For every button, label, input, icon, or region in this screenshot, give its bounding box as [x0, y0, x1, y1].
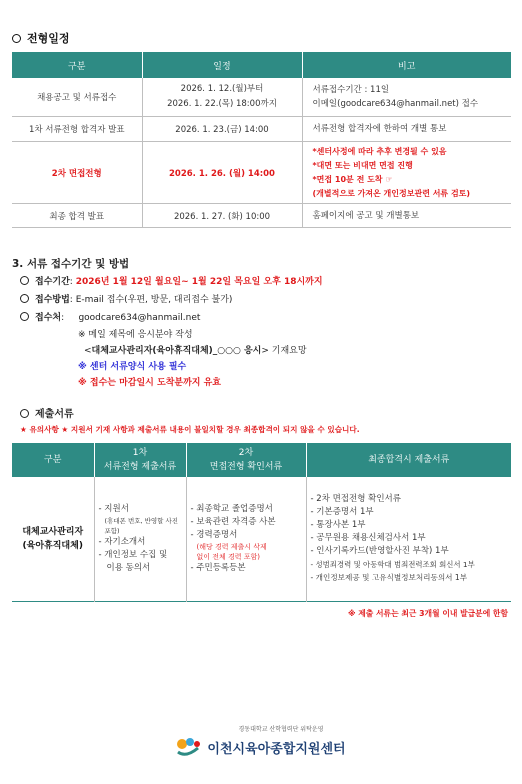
docs-row	[12, 477, 511, 601]
method-label: 접수방법	[35, 295, 70, 305]
schedule-title-text: 전형일정	[27, 32, 70, 45]
final-docs-list	[311, 493, 508, 584]
docs-category-line: (육아휴직대체)	[22, 540, 83, 551]
schedule-note	[302, 78, 511, 117]
circle-bullet-icon	[20, 294, 29, 303]
docs-section-title	[20, 405, 74, 420]
place-email: goodcare634@hanmail.net	[78, 313, 201, 323]
list-item: - 2차 면접전형 확인서류	[310, 494, 401, 505]
docs-header-category: 구분	[12, 443, 94, 477]
list-item: - 성범죄경력 및 아동학대 범죄전력조회 회신서 1부	[310, 560, 475, 570]
schedule-row	[12, 142, 511, 204]
documents-table	[12, 443, 511, 602]
circle-bullet-icon	[20, 409, 29, 418]
format-suffix: > 기재요망	[261, 346, 307, 356]
schedule-date-line: 2026. 1. 12.(월)부터	[180, 83, 264, 94]
list-item: 이용 동의서	[106, 562, 151, 573]
mail-subject-note: ※ 메일 제목에 응시분야 작성	[78, 330, 193, 340]
docs-warning: ★ 유의사항 ★ 지원서 기재 사항과 제출서류 내용이 불일치할 경우 최종합격이 되지 않을 수 있습니다.	[20, 425, 360, 434]
circle-bullet-icon	[20, 276, 29, 285]
docs-first-cell	[94, 477, 186, 601]
docs-second-cell	[186, 477, 306, 601]
footer-center-name: 이천시육아종합지원센터	[207, 741, 346, 757]
schedule-date: 2026. 1. 26. (월) 14:00	[142, 142, 302, 204]
schedule-category: 최종 합격 발표	[12, 204, 142, 228]
schedule-note: 홈페이지에 공고 및 개별통보	[302, 204, 511, 228]
docs-category	[12, 477, 94, 601]
list-item	[191, 542, 302, 552]
schedule-note	[302, 142, 511, 204]
list-item: - 공무원용 채용신체검사서 1부	[310, 533, 426, 544]
list-item-note: (해당 경력 제출시 삭제	[196, 542, 267, 551]
footer-operator: 경동대학교 산학협력단 위탁운영	[238, 726, 324, 733]
docs-header-row	[12, 443, 511, 477]
list-item: - 통장사본 1부	[310, 520, 366, 531]
circle-bullet-icon	[12, 34, 21, 43]
period-line: 접수기간: 2026년 1월 12일 월요일~ 1월 22일 목요일 오후 18시까지	[20, 274, 323, 287]
list-item-sub: (휴대폰 번호, 반영할 사진	[104, 516, 179, 525]
second-docs-list	[191, 503, 302, 575]
form-required-note: ※ 센터 서류양식 사용 필수	[78, 362, 187, 372]
format-bold: 대체교사관리자(육아휴직대체)_○○○ 응시	[91, 346, 262, 356]
schedule-note: 서류전형 합격자에 한하여 개별 통보	[302, 117, 511, 142]
list-item: - 개인정보제공 및 고유식별정보처리동의서 1부	[310, 573, 468, 583]
list-item	[191, 552, 302, 562]
list-item: - 자기소개서	[98, 536, 146, 547]
schedule-category: 1차 서류전형 합격자 발표	[12, 117, 142, 142]
schedule-header-note: 비고	[302, 53, 511, 78]
schedule-note-line: *센터사정에 따라 추후 변경될 수 있음	[312, 146, 447, 156]
schedule-header-category: 구분	[12, 53, 142, 78]
schedule-category: 2차 면접전형	[12, 142, 142, 204]
schedule-note-text: *면접 10분 전 도착	[312, 174, 383, 184]
mail-subject-format	[84, 343, 307, 356]
place-line: 접수처: goodcare634@hanmail.net	[20, 310, 200, 323]
list-item: - 경력증명서	[190, 529, 238, 540]
list-item: - 인사기록카드(반영할사진 부착) 1부	[310, 546, 449, 557]
method-line: 접수방법: E-mail 접수(우편, 방문, 대리접수 불가)	[20, 292, 232, 305]
pointing-hand-icon: ☞	[385, 174, 393, 184]
docs-header-line: 1차	[132, 448, 148, 458]
method-value: E-mail 접수(우편, 방문, 대리접수 불가)	[75, 295, 233, 305]
docs-bottom-note: ※ 제출 서류는 최근 3개월 이내 발급분에 한함	[347, 609, 508, 618]
docs-header-second	[186, 443, 306, 477]
deadline-note: ※ 접수는 마감일시 도착분까지 유효	[78, 378, 221, 388]
first-docs-list	[99, 503, 182, 575]
schedule-date: 2026. 1. 23.(금) 14:00	[142, 117, 302, 142]
period-label: 접수기간	[35, 277, 70, 287]
schedule-row	[12, 78, 511, 117]
schedule-note-line: 이메일(goodcare634@hanmail.net) 접수	[312, 98, 479, 109]
list-item	[99, 526, 182, 536]
schedule-date	[142, 78, 302, 117]
list-item: - 개인정보 수집 및	[98, 549, 168, 560]
schedule-note-line	[313, 173, 506, 187]
docs-header-line: 면접전형 확인서류	[209, 462, 283, 472]
schedule-section-title	[12, 30, 70, 46]
footer-brand	[0, 736, 522, 758]
schedule-category: 채용공고 및 서류접수	[12, 78, 142, 117]
schedule-note-line: 서류접수기간 : 11일	[312, 84, 390, 95]
schedule-table	[12, 52, 511, 228]
docs-header-line: 2차	[238, 448, 254, 458]
list-item: - 기본증명서 1부	[310, 507, 374, 518]
list-item-sub: 포함)	[104, 526, 120, 535]
period-value: 2026년 1월 12일 월요일~ 1월 22일 목요일 오후 18시까지	[75, 277, 323, 287]
docs-header-line: 서류전형 제출서류	[103, 462, 177, 472]
schedule-date-line: 2026. 1. 22.(목) 18:00까지	[167, 98, 277, 109]
format-prefix: <	[84, 346, 92, 356]
docs-title-text: 제출서류	[35, 409, 74, 420]
list-item: - 지원서	[98, 503, 129, 514]
schedule-row	[12, 117, 511, 142]
schedule-note-line: *대면 또는 비대면 면접 진행	[312, 160, 413, 170]
schedule-row	[12, 204, 511, 228]
docs-header-first	[94, 443, 186, 477]
list-item: - 보육관련 자격증 사본	[190, 516, 276, 527]
docs-final-cell	[306, 477, 511, 601]
footer-logo	[0, 724, 522, 758]
docs-category-line: 대체교사관리자	[22, 526, 84, 537]
schedule-note-line: (개별적으로 가져온 개인정보관련 서류 검토)	[312, 188, 471, 198]
list-item-note: 없이 전체 경력 포함)	[196, 552, 261, 561]
list-item: - 주민등록등본	[190, 562, 246, 573]
section3-title: 3. 서류 접수기간 및 방법	[12, 258, 130, 270]
circle-bullet-icon	[20, 312, 29, 321]
list-item	[99, 516, 182, 526]
center-logo-icon	[176, 736, 202, 758]
list-item: - 최종학교 졸업증명서	[190, 503, 273, 514]
schedule-date: 2026. 1. 27. (화) 10:00	[142, 204, 302, 228]
docs-header-final: 최종합격시 제출서류	[306, 443, 511, 477]
schedule-header-row	[12, 53, 511, 78]
schedule-header-date: 일정	[142, 53, 302, 78]
place-label: 접수처	[35, 313, 62, 323]
